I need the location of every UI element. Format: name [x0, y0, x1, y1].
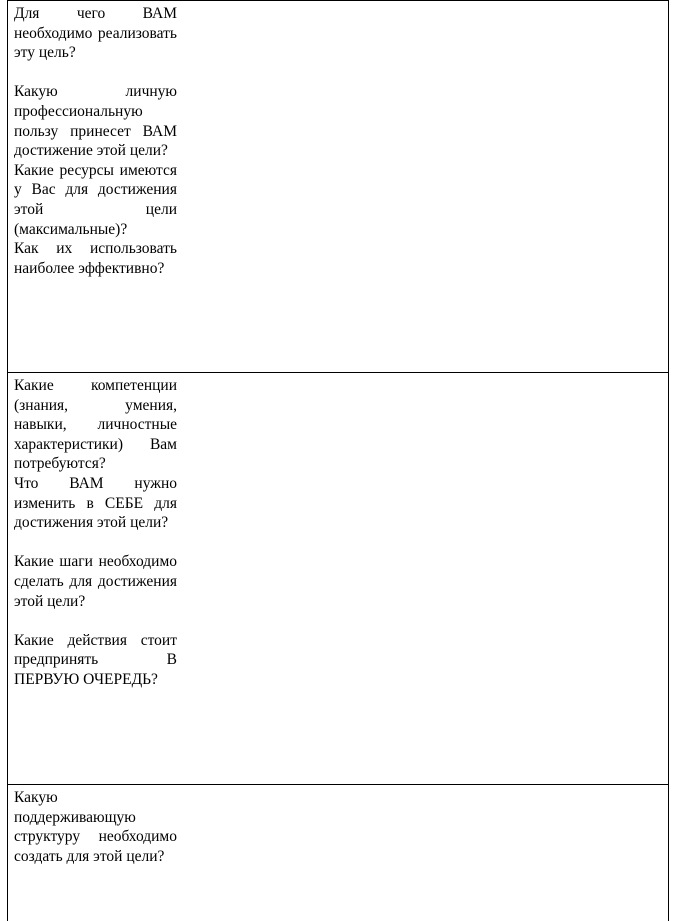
question-text: Какие ресурсы имеются у Вас для достижения этой цели (максимальные)?	[14, 161, 177, 238]
goal-worksheet-table	[7, 0, 669, 921]
question-cell	[14, 4, 177, 278]
table-row	[8, 373, 668, 785]
answer-cell[interactable]	[183, 785, 668, 921]
question-text: Что ВАМ нужно изменить в СЕБЕ для достижения этой цели?	[14, 474, 177, 532]
question-text: Для чего ВАМ необходимо реализовать эту цель?	[14, 5, 177, 62]
table-row	[8, 785, 668, 921]
question-text: Какие действия стоит предпринять В ПЕРВУЮ ОЧЕРЕДЬ?	[14, 631, 177, 688]
question-cell	[14, 788, 177, 866]
answer-cell[interactable]	[183, 1, 668, 372]
question-text: Какую поддерживающую структуру необходимо создать для этой цели?	[14, 789, 177, 865]
question-text: Какую личную профессиональную пользу принесет ВАМ достижение этой цели?	[14, 83, 177, 160]
table-row	[8, 1, 668, 373]
question-text: Как их использовать наиболее эффективно?	[14, 240, 177, 277]
answer-cell[interactable]	[183, 373, 668, 784]
question-text: Какие шаги необходимо сделать для достижения этой цели?	[14, 553, 177, 610]
question-text: Какие компетенции (знания, умения, навыки, личностные характеристики) Вам потребуются?	[14, 377, 177, 473]
question-cell	[14, 376, 177, 690]
